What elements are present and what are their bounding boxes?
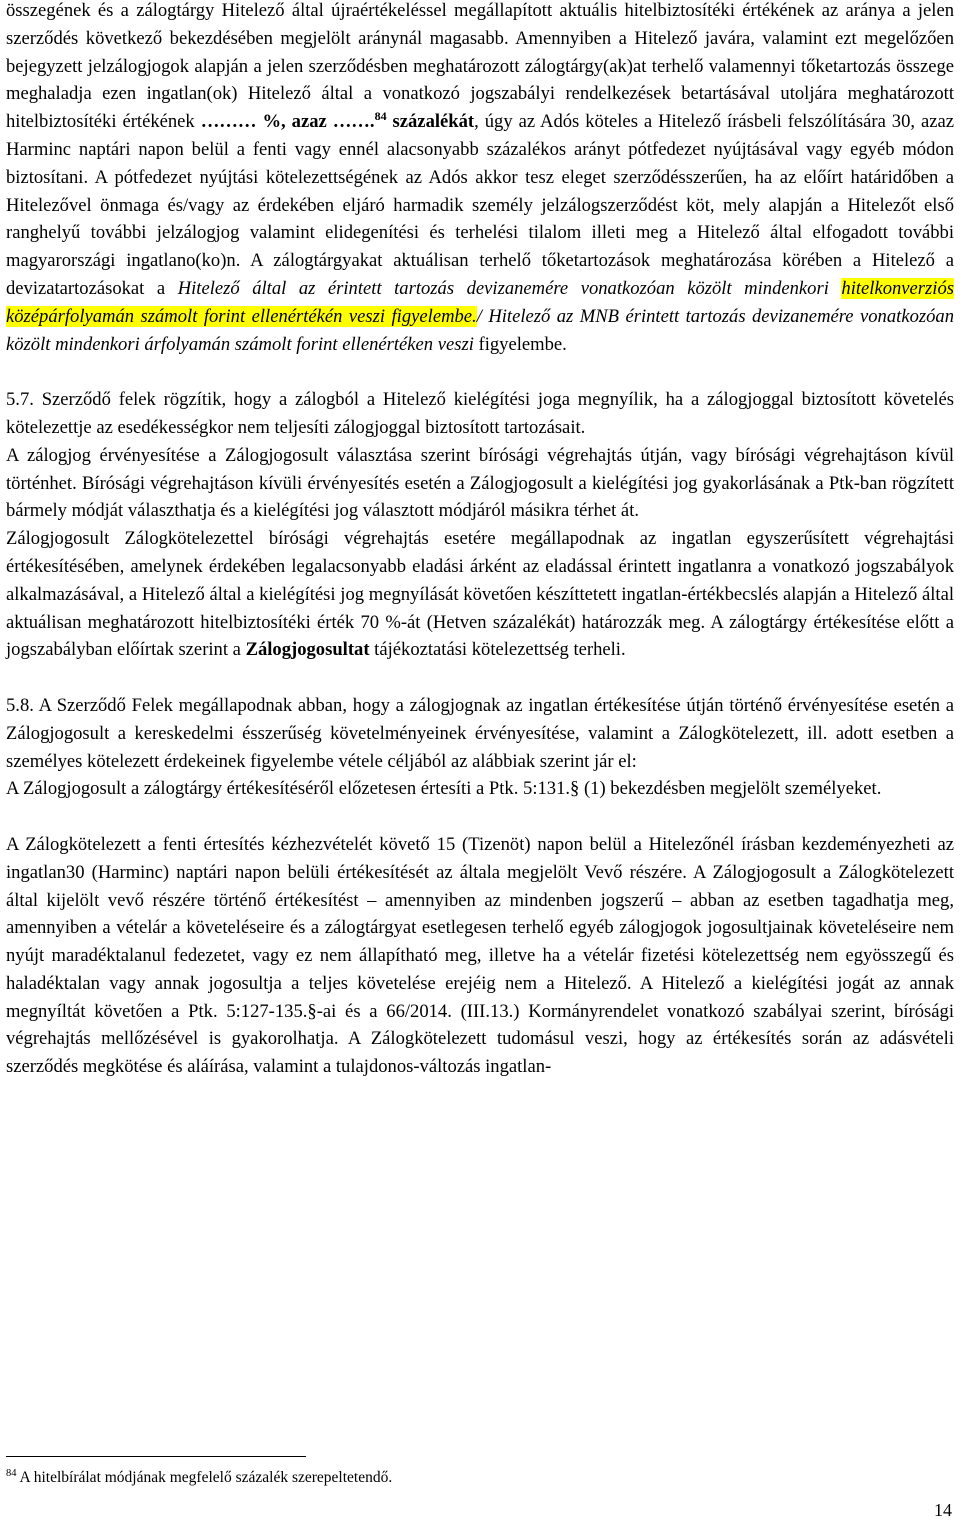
document-body [6, 0, 954, 1081]
footnote-separator [6, 1456, 306, 1457]
paragraph-enforcement: A zálogjog érvényesítése a Zálogjogosult választása szerint bírósági végrehajtás útján, vagy bírósági végrehajtáson kívül történhet. Bírósági végrehajtáson kívüli érvényesítés esetén a Zálogjogosult a kielégítési jog gyakorlásának a Ptk-ban rögzített bármely módját választhatja és a kielégítési jog választott módjáról másikra térhet át. [6, 444, 954, 522]
highlighted-text: hitelkonverziós középárfolyamán számolt forint ellenértékén veszi figyelembe. [6, 277, 954, 327]
paragraph-notification: A Zálogjogosult a zálogtárgy értékesítéséről előzetesen értesíti a Ptk. 5:131.§ (1) bekezdésben megjelölt személyeket. [6, 778, 882, 800]
paragraph-section-5-8: 5.8. A Szerződő Felek megállapodnak abban, hogy a zálogjognak az ingatlan értékesítése útján történő érvényesítése esetén a Zálogjogosult a kereskedelmi ésszerűség követelményeinek érvényesítése, valamint a Zálogkötelezett, ill. adott esetben a személyes kötelezett érdekeinek figyelembe vétele céljából az alábbiak szerint jár el: [6, 694, 954, 772]
text-segment: összegének és a zálogtárgy Hitelező által újraértékeléssel megállapított aktuális hitelbiztosítéki értékének az aránya a jelen szerződés következő bekezdésében megjelölt aránynál magasabb. Amennyiben a Hitelező javára, valamint ezt megelőzően bejegyzett jelzálogjogok alapján a jelen szerződésben meghatározott zálogtárgy(ak)at terhelő valamennyi tőketartozás összege meghaladja ezen ingatlan(ok) Hitelező által a vonatkozó jogszabályi rendelkezések betartásával utoljára meghatározott hitelbiztosítéki értékének [6, 0, 954, 133]
bold-term: Zálogjogosultat [245, 639, 370, 661]
paragraph-gap [6, 664, 954, 692]
paragraph-simplified-sale [6, 525, 954, 664]
footnote-number: 84 [6, 1467, 17, 1479]
footnote-text: A hitelbírálat módjának megfelelő százalék szerepeltetendő. [16, 1469, 393, 1486]
paragraph-gap [6, 803, 954, 831]
footnote-reference[interactable]: 84 [374, 109, 387, 123]
paragraph-gap [6, 358, 954, 386]
footnote [6, 1468, 392, 1488]
percentage-placeholder: ……… %, azaz ……. [200, 111, 375, 133]
paragraph-collateral-ratio [6, 0, 954, 358]
text-segment: , úgy az Adós köteles a Hitelező írásbeli felszólítására 30, azaz Harminc naptári napon belül a fenti vagy ennél alacsonyabb százalékos arányt pótfedezet nyújtásával vagy egyéb módon biztosítani. A pótfedezet nyújtási kötelezettségének az Adós akkor tesz eleget szerződésszerűen, ha az előírt határidőben a Hitelezővel önmaga és/vagy az érdekében eljáró harmadik személy jelzálogszerződést köt, mely alapján a Hitelezőt első ranghelyű további jelzálogjog valamint elidegenítési és terhelési tilalom illeti meg a Hitelező által elfogadott további magyarországi ingatlano(ko)n. A zálogtárgyakat aktuálisan terhelő tőketartozások meghatározása körében a Hitelező a devizatartozásokat a [6, 111, 955, 299]
text-segment: figyelembe. [478, 333, 567, 355]
page-number: 14 [934, 1500, 952, 1520]
percentage-label: százalékát [386, 111, 475, 133]
italic-text-segment: / Hitelező az MNB érintett tartozás devizanemére vonatkozóan közölt mindenkori árfolyamán számolt forint ellenértéken veszi [6, 305, 954, 355]
paragraph-buyer-designation: A Zálogkötelezett a fenti értesítés kézhezvételét követő 15 (Tizenöt) napon belül a Hitelezőnél írásban kezdeményezheti az ingatlan30 (Harminc) naptári napon belüli értékesítését az általa megjelölt Vevő részére. A Zálogjogosult a Zálogkötelezett által kijelölt vevő részére történő értékesítést – amennyiben az mindenben jogszerű – abban az esetben tagadhatja meg, amennyiben a vételár a követeléseire és a zálogtárgyat esetlegesen terhelő egyéb zálogjogok jogosultjainak követeléseire nem nyújt maradéktalanul fedezetet, vagy ez nem állapítható meg, illetve ha a vételár fizetési kötelezettség nem egyösszegű és haladéktalan vagy annak jogosultja a teljes követelése erejéig nem a Hitelező. A Hitelező a kielégítési jogát az annak megnyíltát követően a Ptk. 5:127-135.§-ai és a 66/2014. (III.13.) Kormányrendelet vonatkozó szabályai szerint, bírósági végrehajtás mellőzésével is gyakorolhatja. A Zálogkötelezett tudomásul veszi, hogy az értékesítés során az adásvételi szerződés megkötése és aláírása, valamint a tulajdonos-változás ingatlan- [6, 833, 954, 1078]
italic-text-segment: Hitelező által az érintett tartozás devizanemére vonatkozóan közölt mindenkori [177, 277, 842, 299]
text-segment: Zálogjogosult Zálogkötelezettel bírósági végrehajtás esetére megállapodnak az ingatlan egyszerűsített végrehajtási értékesítésében, amelynek érdekében legalacsonyabb eladási árként az eladással érintett ingatlanra a vonatkozó jogszabályok alkalmazásával, a Hitelező által a kielégítési jog megnyílását követően készíttetett ingatlan-értékbecslés alapján a Hitelező által aktuálisan meghatározott hitelbiztosítéki érték 70 %-át (Hetven százalékát) határozzák meg. A zálogtárgy értékesítése előtt a jogszabályban előírtak szerint a [6, 528, 954, 661]
text-segment: tájékoztatási kötelezettség terheli. [369, 639, 626, 661]
paragraph-section-5-7: 5.7. Szerződő felek rögzítik, hogy a zálogból a Hitelező kielégítési joga megnyílik, ha a zálogjoggal biztosított követelés kötelezettje az esedékességkor nem teljesíti zálogjoggal biztosított tartozásait. [6, 389, 954, 438]
